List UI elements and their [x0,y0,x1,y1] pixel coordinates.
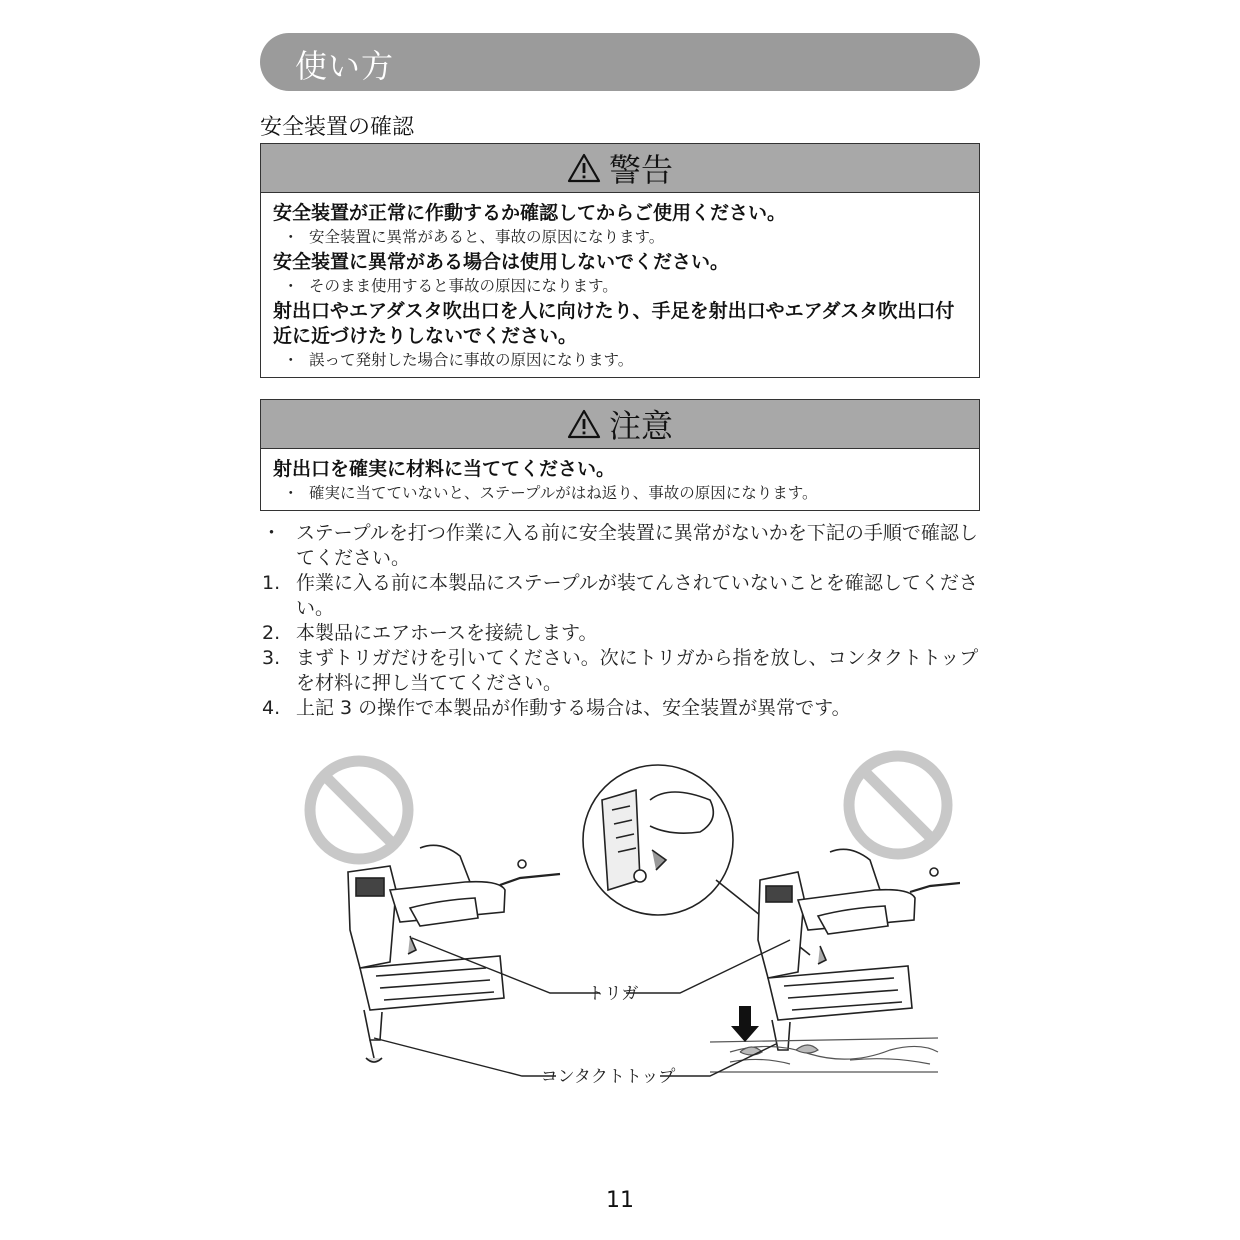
caution-item-1: 射出口を確実に材料に当ててください。 [273,458,616,480]
step-2: 2. 本製品にエアホースを接続します。 [262,622,598,644]
caution-body [261,449,979,510]
steps-list [262,521,980,721]
caution-label: 注意 [608,407,673,445]
warning-body [261,193,979,377]
step-1: 1. 作業に入る前に本製品にステープルが装てんされていないことを確認してください。 [262,572,978,619]
down-arrow-icon [731,1006,759,1042]
warning-label: 警告 [608,151,673,189]
warning-item-2: 安全装置に異常がある場合は使用しないでください。 [273,251,730,273]
warning-note-1: ・ 安全装置に異常があると、事故の原因になります。 [283,228,665,246]
caution-header [261,400,979,449]
step-4: 4. 上記 3 の操作で本製品が作動する場合は、安全装置が異常です。 [262,697,851,719]
nailer-left [348,845,560,1062]
prohibition-icon-left [310,761,408,859]
warning-item-1: 安全装置が正常に作動するか確認してからご使用ください。 [273,202,787,224]
nailer-right [758,849,960,1050]
wood-surface [710,1038,938,1072]
page-title: 使い方 [295,47,395,85]
section-title: 安全装置の確認 [260,115,415,140]
header-bar [260,33,980,91]
caution-note-1: ・ 確実に当てていないと、ステープルがはね返り、事故の原因になります。 [283,484,818,502]
callout-lines [374,938,790,1076]
contact-top-label: コンタクトトップ [540,1067,676,1087]
warning-note-3: ・ 誤って発射した場合に事故の原因になります。 [283,351,634,369]
warning-note-2: ・ そのまま使用すると事故の原因になります。 [283,277,618,295]
prohibition-icon-right [849,756,947,854]
trigger-label: トリガ [587,984,639,1004]
caution-box [260,399,980,511]
warning-triangle-icon [567,153,601,183]
step-3: 3. まずトリガだけを引いてください。次にトリガから指を放し、コンタクトトップを材料に押し当ててください。 [262,647,979,694]
caution-triangle-icon [567,409,601,439]
warning-box [260,143,980,378]
warning-header [261,144,979,193]
step-intro: ・ ステープルを打つ作業に入る前に安全装置に異常がないかを下記の手順で確認してください。 [262,522,978,569]
nailer-illustration [290,740,960,1100]
warning-item-3: 射出口やエアダスタ吹出口を人に向けたり、手足を射出口やエアダスタ吹出口付近に近づけたりしないでください。 [273,300,955,347]
page-number: 11 [606,1188,634,1213]
